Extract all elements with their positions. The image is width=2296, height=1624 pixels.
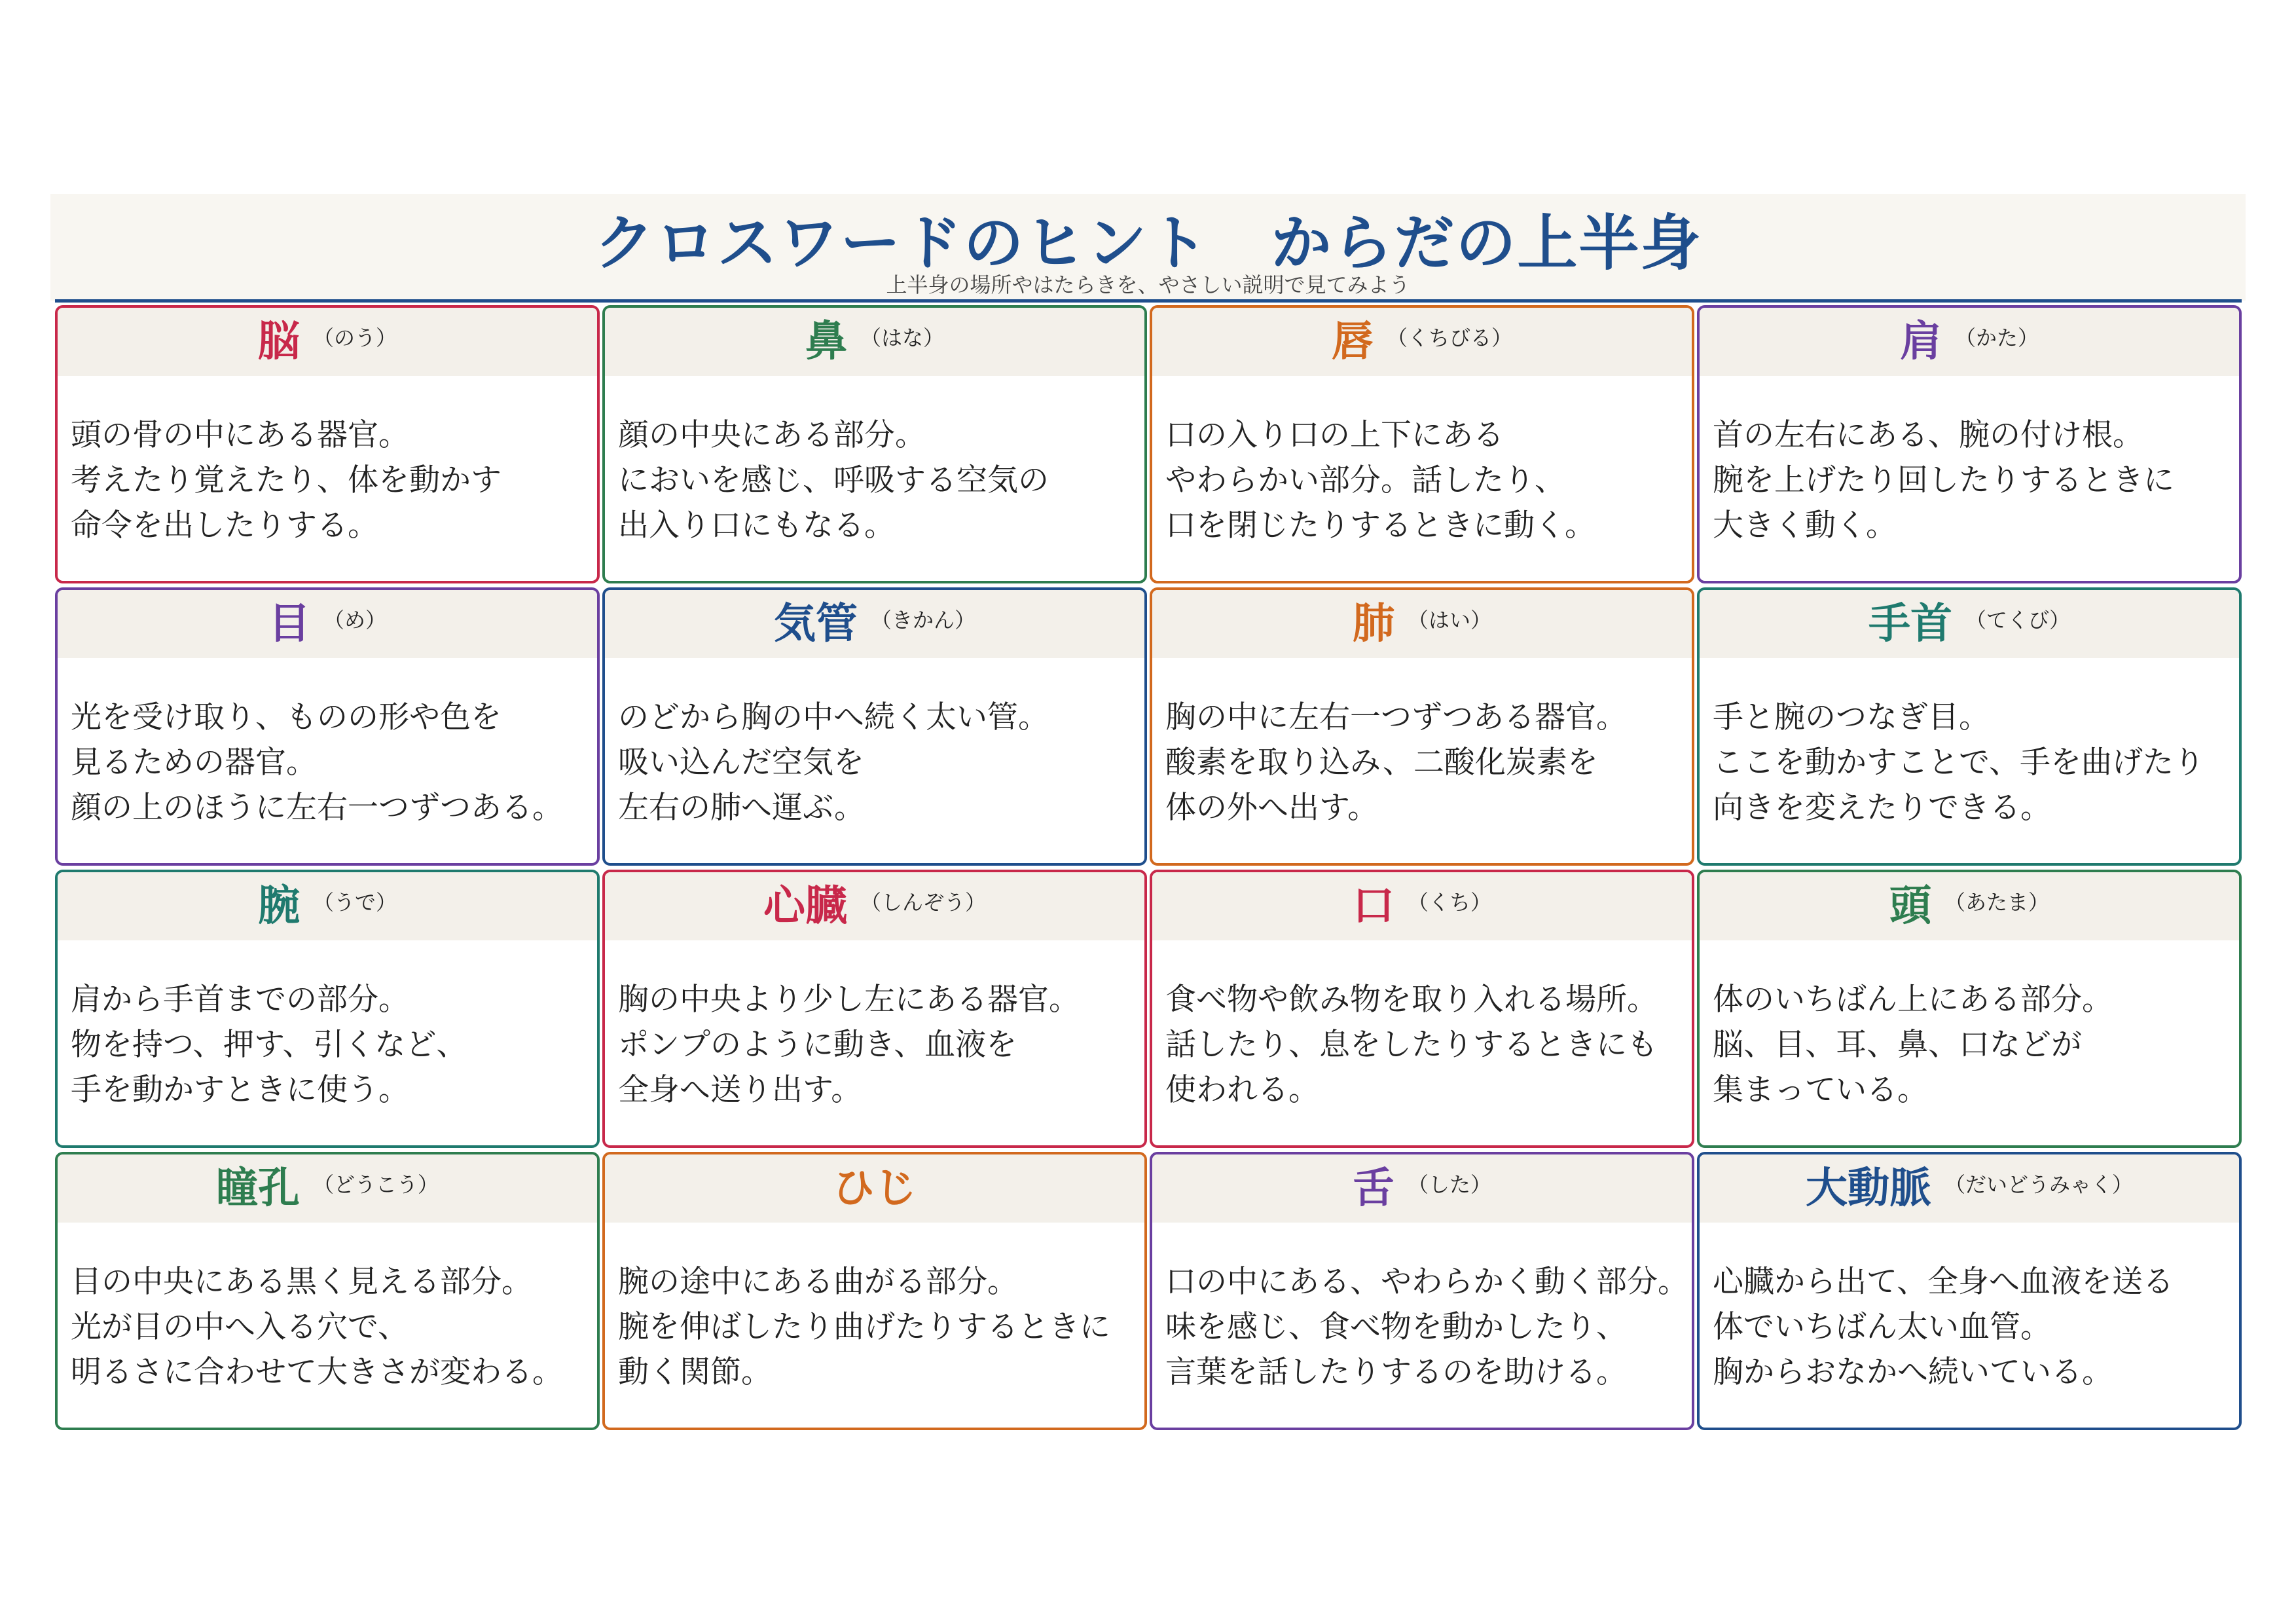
page-subtitle: 上半身の場所やはたらきを、やさしい説明で見てみよう	[886, 272, 1410, 297]
hint-description	[1165, 1259, 1689, 1395]
hint-card	[1697, 870, 2242, 1148]
hint-description	[618, 695, 1142, 830]
hint-card	[602, 870, 1147, 1148]
hint-description	[1713, 1259, 2236, 1395]
page-header	[50, 194, 2246, 301]
hint-description-line: 手を動かすときに使う。	[71, 1072, 409, 1108]
hint-description-line: 首の左右にある、腕の付け根。	[1713, 417, 2143, 453]
hint-description-line: 体の外へ出す。	[1165, 790, 1379, 826]
hint-term: 心臓	[763, 882, 847, 931]
hint-description-line: 集まっている。	[1713, 1072, 1928, 1108]
hint-card	[602, 1152, 1147, 1430]
hint-description-line: 口を閉じたりするときに動く。	[1165, 507, 1596, 544]
hint-description-line: 口の中にある、やわらかく動く部分。	[1165, 1264, 1688, 1300]
hint-description-line: 見るための器官。	[71, 745, 317, 781]
hint-card-header	[1152, 590, 1692, 658]
hint-term: 鼻	[805, 318, 847, 366]
hint-card-header	[1700, 1154, 2239, 1223]
hint-card-header	[1152, 872, 1692, 940]
hint-term: 肩	[1899, 318, 1942, 366]
hint-description-line: 言葉を話したりするのを助ける。	[1165, 1354, 1627, 1390]
hint-card	[1697, 587, 2242, 866]
hint-description	[1165, 413, 1689, 548]
hint-description-line: 向きを変えたりできる。	[1713, 790, 2051, 826]
hint-description-line: 心臓から出て、全身へ血液を送る	[1713, 1264, 2174, 1300]
hint-card	[1697, 305, 2242, 583]
hint-card	[1150, 1152, 1694, 1430]
hint-term: 肺	[1352, 600, 1394, 648]
hint-description-line: においを感じ、呼吸する空気の	[618, 462, 1049, 498]
hint-description-line: 腕を上げたり回したりするときに	[1713, 462, 2174, 498]
hint-description	[1165, 977, 1689, 1113]
hint-description-line: 明るさに合わせて大きさが変わる。	[71, 1354, 563, 1390]
hint-description-line: 頭の骨の中にある器官。	[71, 417, 409, 453]
hint-term: 目	[268, 600, 310, 648]
hint-description-line: 食べ物や飲み物を取り入れる場所。	[1165, 982, 1658, 1018]
hint-term: 舌	[1352, 1164, 1394, 1213]
hint-description-line: 全身へ送り出す。	[618, 1072, 862, 1108]
hint-reading: （はい）	[1407, 608, 1491, 633]
hint-description	[618, 413, 1142, 548]
hint-description-line: 動く関節。	[618, 1354, 772, 1390]
hint-card	[55, 1152, 600, 1430]
hint-card-header	[1700, 308, 2239, 376]
hint-description-line: 味を感じ、食べ物を動かしたり、	[1165, 1309, 1627, 1345]
hint-term: 脳	[257, 318, 300, 366]
hint-card	[1150, 587, 1694, 866]
hint-description-line: 吸い込んだ空気を	[618, 745, 864, 781]
hint-term: 手首	[1868, 600, 1952, 648]
hint-description-line: 大きく動く。	[1713, 507, 1897, 544]
hint-description-line: 話したり、息をしたりするときにも	[1165, 1027, 1658, 1063]
hint-term: 気管	[773, 600, 858, 648]
hint-card-header	[605, 1154, 1144, 1223]
hint-card-header	[58, 1154, 597, 1223]
hint-description-line: 体でいちばん太い血管。	[1713, 1309, 2051, 1345]
hint-description	[1713, 695, 2236, 830]
hint-reading: （くち）	[1407, 890, 1491, 915]
hint-description	[618, 977, 1142, 1113]
hint-card	[602, 587, 1147, 866]
hint-card-header	[605, 872, 1144, 940]
hint-grid	[55, 305, 2242, 1429]
hint-term: 口	[1352, 882, 1394, 931]
hint-description-line: のどから胸の中へ続く太い管。	[618, 699, 1049, 735]
hint-description-line: 胸の中央より少し左にある器官。	[618, 982, 1080, 1018]
hint-description-line: 出入り口にもなる。	[618, 507, 895, 544]
hint-description-line: 命令を出したりする。	[71, 507, 378, 544]
hint-description	[1713, 413, 2236, 548]
hint-card	[1150, 870, 1694, 1148]
hint-card	[55, 587, 600, 866]
hint-reading: （かた）	[1954, 325, 2039, 350]
hint-reading: （どうこう）	[312, 1172, 439, 1197]
header-divider	[55, 299, 2242, 303]
hint-card-header	[605, 590, 1144, 658]
hint-description-line: やわらかい部分。話したり、	[1165, 462, 1565, 498]
hint-card-header	[605, 308, 1144, 376]
hint-reading: （だいどうみゃく）	[1944, 1172, 2133, 1197]
hint-reading: （うで）	[312, 890, 397, 915]
hint-card-header	[58, 872, 597, 940]
hint-term: 頭	[1889, 882, 1931, 931]
hint-description-line: 光が目の中へ入る穴で、	[71, 1309, 409, 1345]
hint-description-line: 胸の中に左右一つずつある器官。	[1165, 699, 1627, 735]
hint-card	[55, 870, 600, 1148]
hint-description-line: 手と腕のつなぎ目。	[1713, 699, 1990, 735]
hint-description-line: 体のいちばん上にある部分。	[1713, 982, 2113, 1018]
hint-card-header	[1152, 1154, 1692, 1223]
hint-description-line: 口の入り口の上下にある	[1165, 417, 1504, 453]
hint-card-header	[1152, 308, 1692, 376]
hint-description-line: ポンプのように動き、血液を	[618, 1027, 1017, 1063]
hint-reading: （きかん）	[870, 608, 975, 633]
hint-description-line: 腕の途中にある曲がる部分。	[618, 1264, 1018, 1300]
page-title: クロスワードのヒント からだの上半身	[594, 208, 1702, 278]
hint-term: ひじ	[833, 1164, 917, 1213]
hint-card	[1697, 1152, 2242, 1430]
hint-card-header	[1700, 590, 2239, 658]
hint-reading: （あたま）	[1944, 890, 2049, 915]
hint-description	[1165, 695, 1689, 830]
hint-term: 大動脈	[1805, 1164, 1931, 1213]
hint-card	[55, 305, 600, 583]
hint-description-line: 胸からおなかへ続いている。	[1713, 1354, 2113, 1390]
hint-description-line: 考えたり覚えたり、体を動かす	[71, 462, 501, 498]
hint-description	[71, 1259, 594, 1395]
hint-term: 腕	[257, 882, 300, 931]
hint-description	[618, 1259, 1142, 1395]
hint-card-header	[58, 590, 597, 658]
hint-description-line: 目の中央にある黒く見える部分。	[71, 1264, 532, 1300]
hint-description-line: ここを動かすことで、手を曲げたり	[1713, 745, 2205, 781]
hint-reading: （のう）	[312, 325, 397, 350]
hint-description	[1713, 977, 2236, 1113]
hint-reading: （め）	[323, 608, 386, 633]
hint-description	[71, 695, 594, 830]
hint-description-line: 物を持つ、押す、引くなど、	[71, 1027, 467, 1063]
hint-description-line: 脳、目、耳、鼻、口などが	[1713, 1027, 2082, 1063]
hint-description-line: 使われる。	[1165, 1072, 1319, 1108]
hint-reading: （くちびる）	[1386, 325, 1512, 350]
hint-reading: （はな）	[860, 325, 944, 350]
hint-description-line: 左右の肺へ運ぶ。	[618, 790, 865, 826]
hint-description-line: 顔の上のほうに左右一つずつある。	[71, 790, 563, 826]
hint-term: 唇	[1331, 318, 1374, 366]
hint-description	[71, 413, 594, 548]
hint-reading: （てくび）	[1965, 608, 2070, 633]
hint-reading: （しんぞう）	[860, 890, 986, 915]
hint-description-line: 肩から手首までの部分。	[71, 982, 409, 1018]
hint-description-line: 光を受け取り、ものの形や色を	[71, 699, 501, 735]
hint-description	[71, 977, 594, 1113]
hint-card	[1150, 305, 1694, 583]
hint-card	[602, 305, 1147, 583]
hint-reading: （した）	[1407, 1172, 1491, 1197]
hint-description-line: 酸素を取り込み、二酸化炭素を	[1165, 745, 1598, 781]
hint-card-header	[58, 308, 597, 376]
hint-description-line: 腕を伸ばしたり曲げたりするときに	[618, 1309, 1110, 1345]
hint-term: 瞳孔	[215, 1164, 300, 1213]
hint-card-header	[1700, 872, 2239, 940]
hint-description-line: 顔の中央にある部分。	[618, 417, 926, 453]
